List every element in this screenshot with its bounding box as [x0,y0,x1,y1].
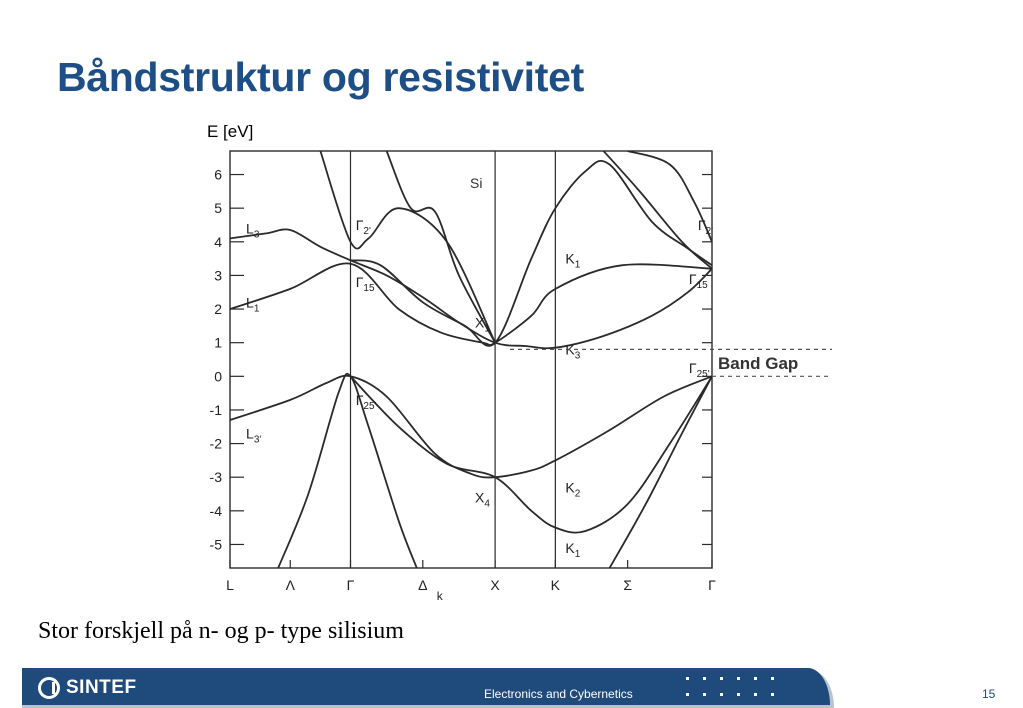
decorative-dot [703,677,706,680]
symmetry-point-label: $\Gamma_{15}$ [355,274,375,295]
symmetry-point-label: $L_1$ [246,294,260,315]
page-number: 15 [982,687,996,701]
band-curve [230,376,712,478]
caption: Stor forskjell på n- og p- type silisium [38,618,404,644]
plot-frame [230,151,712,568]
x-tick-label: Λ [285,577,295,593]
decorative-dot [737,693,740,696]
y-tick-label: 0 [214,368,222,385]
band-curve [604,151,713,269]
x-tick-label: Σ [623,577,632,593]
decorative-dot [720,693,723,696]
x-tick-label: X [490,577,500,593]
y-tick-label: 1 [214,334,222,351]
sintef-logo-icon [38,677,60,699]
y-tick-label: 5 [214,200,222,217]
decorative-dot [703,693,706,696]
decorative-dot [720,677,723,680]
band-curve [351,161,713,346]
band-curve [230,263,712,345]
decorative-dot [771,677,774,680]
symmetry-point-label: $\Gamma_{25'}$ [355,391,377,412]
decorative-dot [754,677,757,680]
y-tick-label: 4 [214,233,222,250]
symmetry-point-label: $K_3$ [565,341,581,362]
symmetry-point-label: $X_4$ [475,489,490,510]
x-tick-sublabel: k [436,589,443,603]
symmetry-point-label: $L_{3'}$ [246,425,262,446]
footer-department: Electronics and Cybernetics [484,687,633,701]
decorative-dot [737,677,740,680]
symmetry-point-label: $K_2$ [565,479,581,500]
symmetry-point-label: $\Gamma_{2'}$ [355,216,371,237]
x-tick-label: Δ [418,577,428,593]
band-curve [278,374,417,568]
y-tick-label: -5 [209,536,222,553]
x-tick-label: Γ [346,577,355,593]
y-tick-label: -4 [209,502,222,519]
x-tick-label: L [226,577,234,593]
symmetry-point-label: $L_3$ [246,220,260,241]
y-axis-label: E [eV] [207,122,254,141]
symmetry-point-label: $\Gamma_{15}$ [688,270,708,291]
x-tick-label: Γ [708,577,716,593]
sintef-logo [38,676,137,700]
decorative-dot [754,693,757,696]
decorative-dot [686,693,689,696]
band-curve [610,376,712,568]
decorative-dot [771,693,774,696]
logo-text: SINTEF [66,677,137,698]
band-curve [320,151,495,343]
symmetry-point-label: $\Gamma_{2'}$ [697,216,714,237]
band-gap-label: Band Gap [718,354,799,373]
symmetry-point-label: $K_1$ [565,250,581,271]
material-label: Si [470,175,483,191]
page-title: Båndstruktur og resistivitet [57,54,584,100]
y-tick-label: 3 [214,267,222,284]
symmetry-point-label: $K_1$ [565,539,581,560]
y-tick-label: 2 [214,301,222,318]
symmetry-point-label: $X_1$ [475,314,490,335]
y-tick-label: -1 [209,401,222,418]
decorative-dot [686,677,689,680]
decorative-dots [686,675,786,701]
y-tick-label: -2 [209,435,222,452]
x-tick-label: K [550,577,561,593]
y-tick-label: 6 [214,166,222,183]
footer [0,668,1023,708]
y-tick-label: -3 [209,469,222,486]
symmetry-point-label: $\Gamma_{25'}$ [688,359,710,380]
